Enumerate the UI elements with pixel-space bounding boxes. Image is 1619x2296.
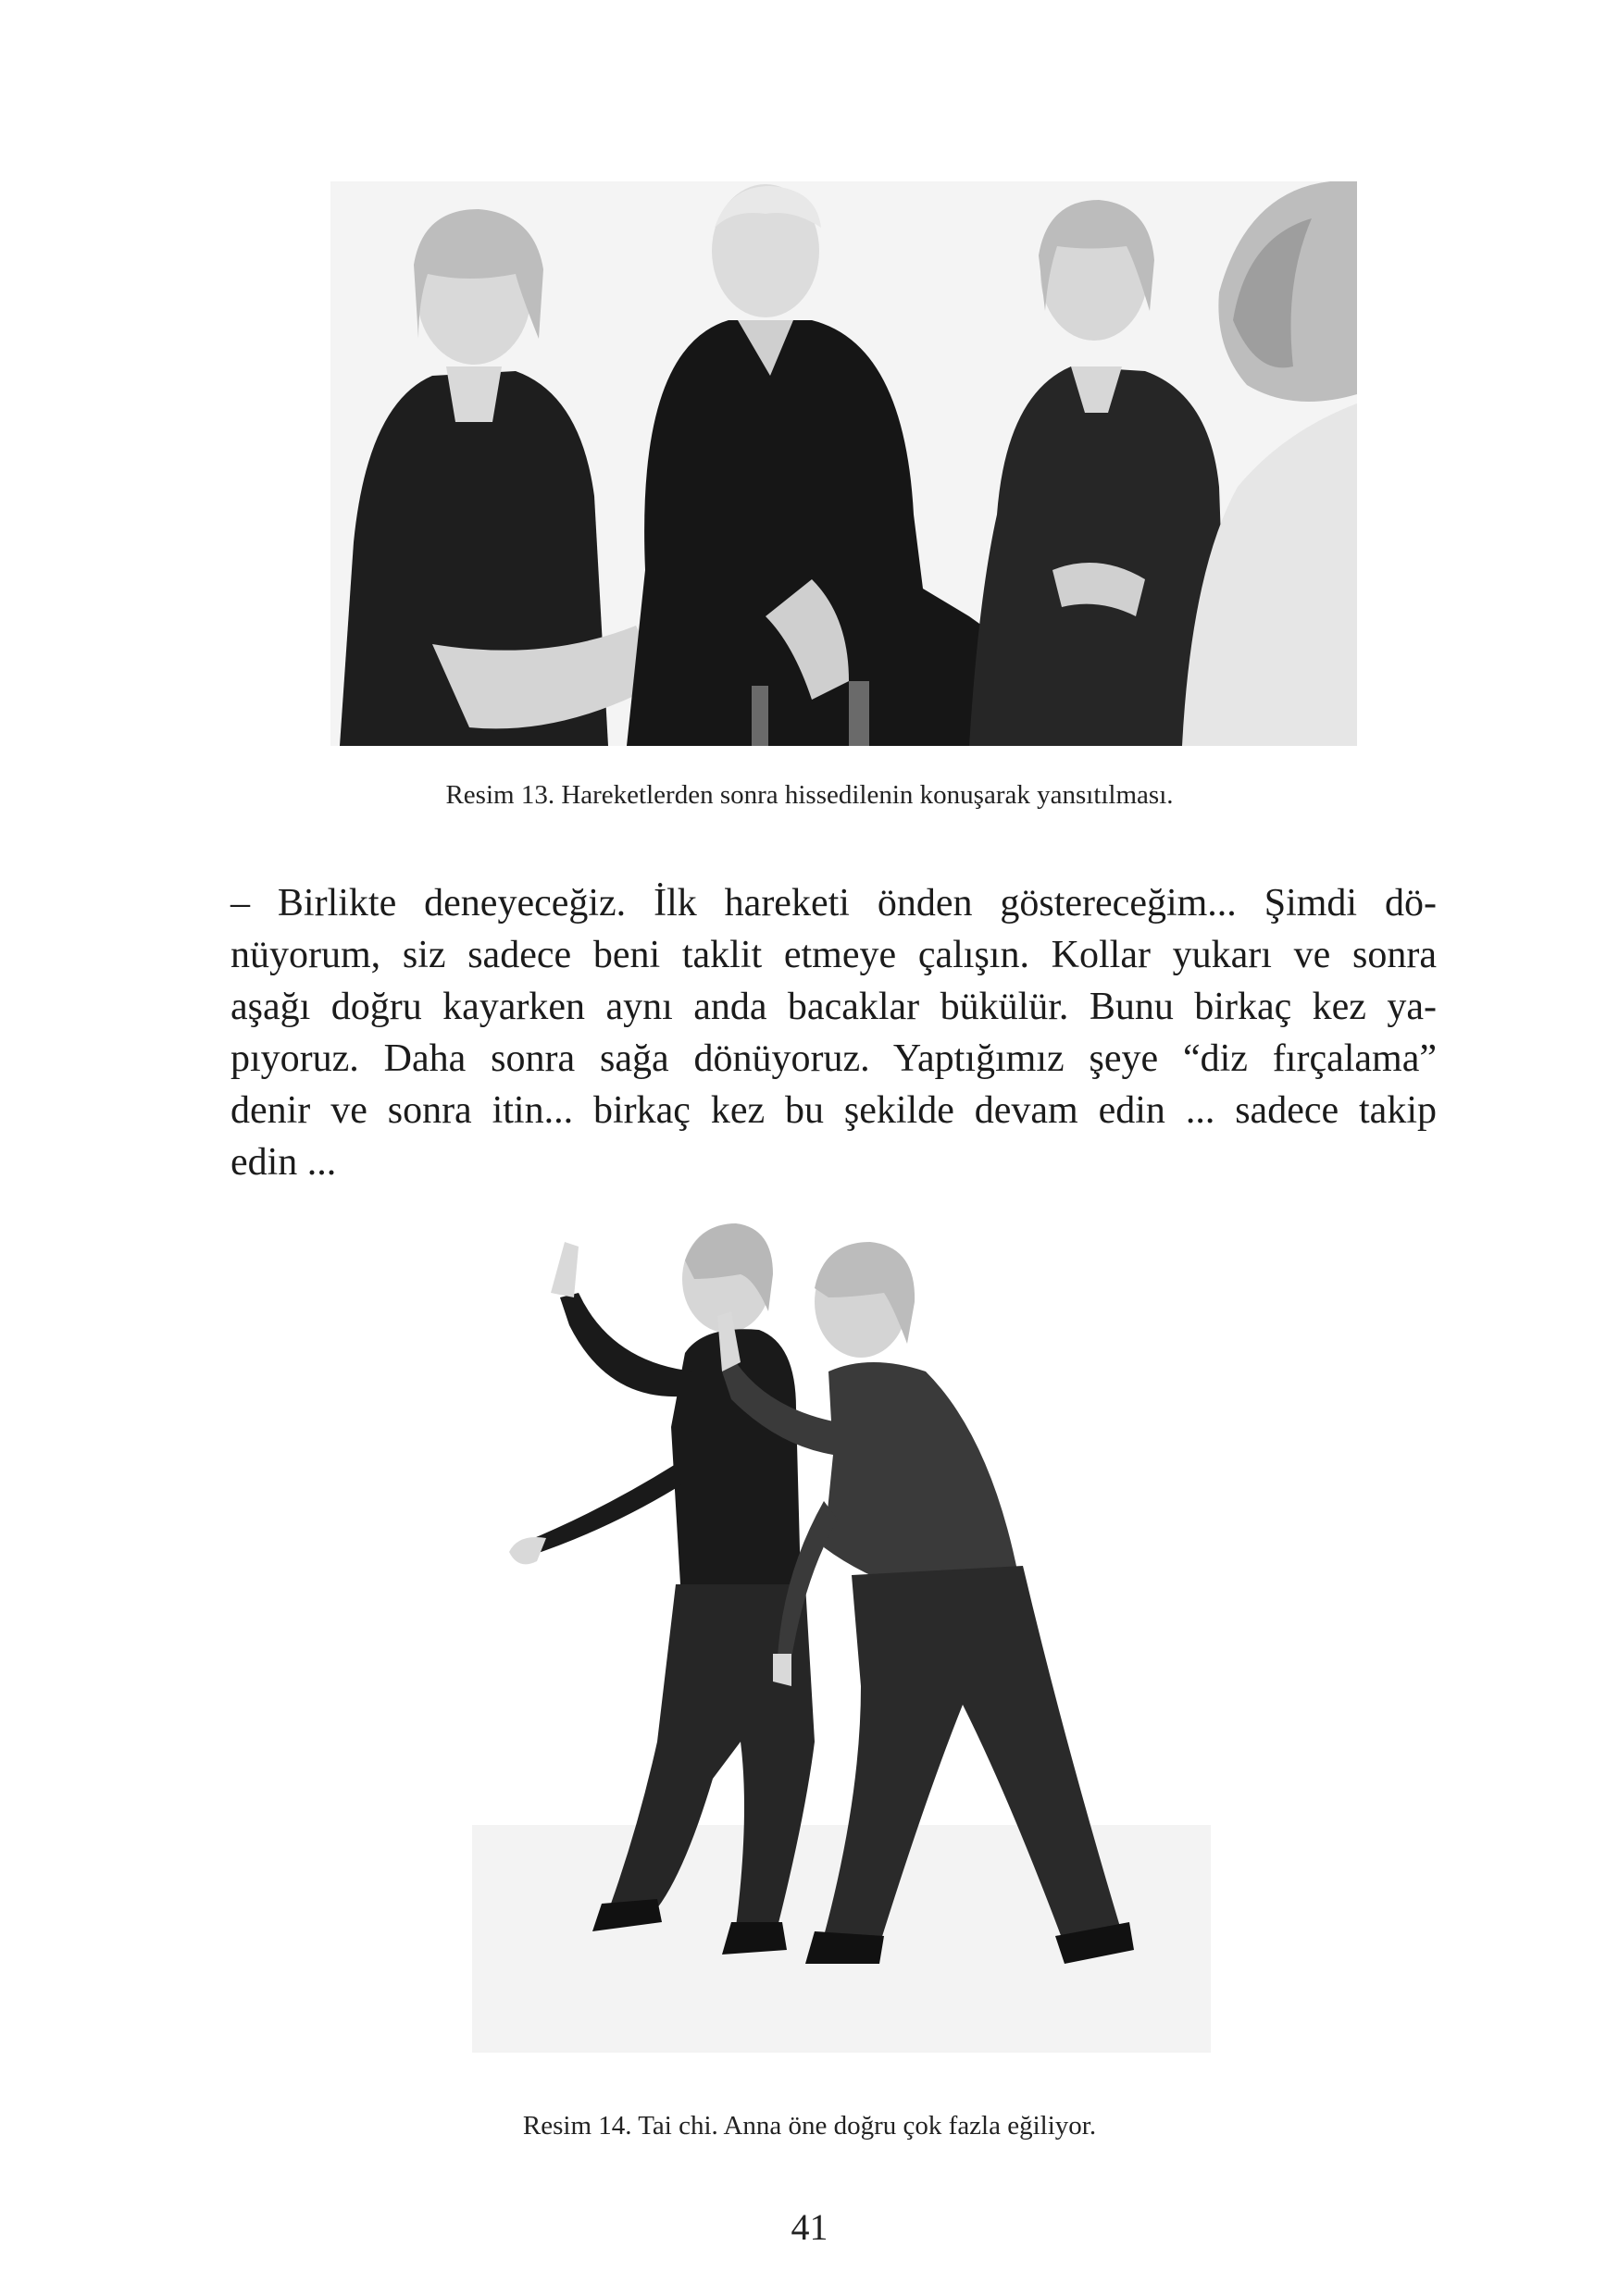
figure-caption-13: Resim 13. Hareketlerden sonra hissedilenin konuşarak yansıtılması. [445, 780, 1174, 810]
photo-resim-13 [330, 181, 1357, 746]
body-line: – Birlikte deneyeceğiz. İlk hareketi önden göstereceğim... Şimdi dö- [230, 882, 1437, 925]
body-line: pıyoruz. Daha sonra sağa dönüyoruz. Yaptığımız şeye “diz fırçalama” [230, 1037, 1437, 1080]
body-line: edin ... [230, 1141, 337, 1184]
page-number: 41 [791, 2206, 828, 2248]
photo-resim-14 [472, 1223, 1211, 2053]
body-line: denir ve sonra itin... birkaç kez bu şekilde devam edin ... sadece takip [230, 1089, 1437, 1132]
body-line: nüyorum, siz sadece beni taklit etmeye çalışın. Kollar yukarı ve sonra [230, 934, 1437, 976]
body-paragraph [230, 877, 1437, 1188]
figure-caption-14: Resim 14. Tai chi. Anna öne doğru çok fazla eğiliyor. [522, 2111, 1097, 2141]
body-line: aşağı doğru kayarken aynı anda bacaklar bükülür. Bunu birkaç kez ya- [230, 986, 1437, 1028]
